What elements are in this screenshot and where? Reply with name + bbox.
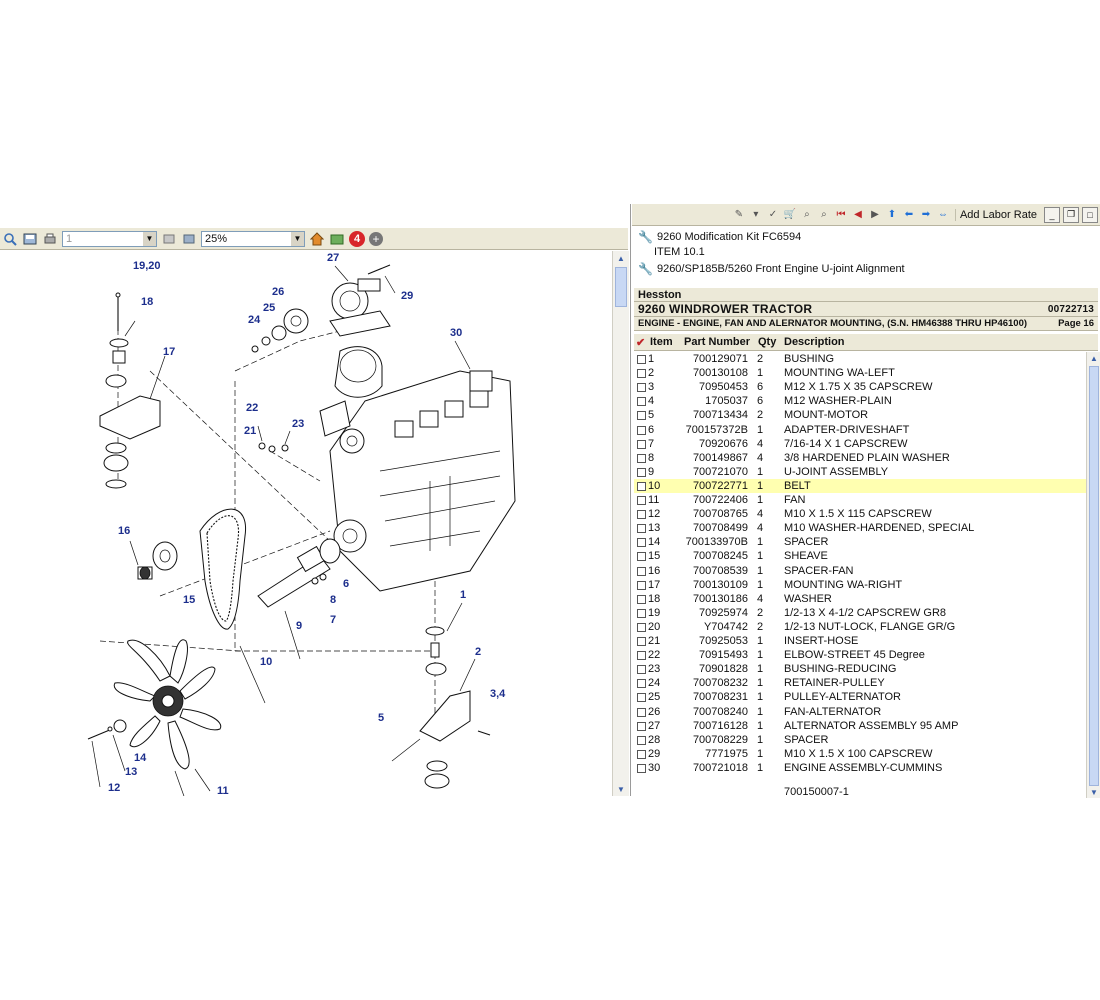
callout-26[interactable]: 26	[272, 286, 285, 298]
minimize-icon[interactable]: _	[1044, 207, 1060, 223]
callout-27[interactable]: 27	[327, 252, 340, 264]
cell-part-number: 700708499	[692, 522, 748, 535]
cell-qty: 1	[757, 536, 764, 549]
cell-qty: 1	[757, 719, 764, 732]
cell-description: M12 X 1.75 X 35 CAPSCREW	[784, 381, 933, 394]
row-checkbox[interactable]	[637, 369, 646, 378]
arrow-left-icon[interactable]: ⬅	[904, 209, 914, 220]
row-checkbox[interactable]	[637, 637, 646, 646]
cell-part-number: 700721070	[692, 465, 748, 478]
row-checkbox[interactable]	[637, 651, 646, 660]
cell-description: ENGINE ASSEMBLY-CUMMINS	[784, 761, 943, 774]
table-row[interactable]	[634, 451, 1086, 465]
add-icon[interactable]: +	[369, 232, 383, 246]
cell-item: 30	[648, 761, 661, 774]
cell-qty: 4	[757, 522, 764, 535]
cell-description: MOUNTING WA-RIGHT	[784, 578, 903, 591]
callout-23[interactable]: 23	[292, 418, 305, 430]
col-qty[interactable]: Qty	[758, 336, 777, 348]
cell-qty: 2	[757, 620, 764, 633]
callout-6[interactable]: 6	[343, 578, 350, 590]
row-checkbox[interactable]	[637, 397, 646, 406]
zoom-icon[interactable]	[2, 231, 18, 247]
engine-block	[320, 347, 515, 591]
cell-item: 9	[648, 465, 655, 478]
print-image-icon[interactable]	[42, 231, 58, 247]
table-row[interactable]	[634, 747, 1086, 761]
fittings	[259, 443, 288, 452]
cell-part-number: 700149867	[692, 451, 748, 464]
table-row[interactable]	[634, 394, 1086, 408]
cell-qty: 1	[757, 423, 764, 436]
cell-item: 23	[648, 663, 661, 676]
callout-29[interactable]: 29	[401, 290, 414, 302]
page-selector[interactable]	[62, 231, 157, 247]
cell-part-number: 700130186	[692, 592, 748, 605]
cell-item: 28	[648, 733, 661, 746]
row-checkbox[interactable]	[637, 482, 646, 491]
cell-part-number: 700722771	[692, 479, 748, 492]
cell-description: ELBOW-STREET 45 Degree	[784, 649, 925, 662]
row-checkbox[interactable]	[637, 468, 646, 477]
table-row[interactable]	[634, 620, 1086, 634]
scroll-down-icon[interactable]: ▼	[617, 784, 625, 794]
row-checkbox[interactable]	[637, 581, 646, 590]
callout-9[interactable]: 9	[296, 620, 303, 632]
cell-qty: 4	[757, 437, 764, 450]
cell-item: 10	[648, 479, 661, 492]
row-checkbox[interactable]	[637, 440, 646, 449]
cell-qty: 1	[757, 550, 764, 563]
cell-description: MOUNT-MOTOR	[784, 409, 869, 422]
cell-item: 11	[648, 494, 660, 506]
table-row[interactable]	[634, 408, 1086, 422]
cell-part-number: 700708231	[692, 691, 748, 704]
callout-25[interactable]: 25	[263, 302, 276, 314]
row-checkbox[interactable]	[637, 665, 646, 674]
cell-item: 15	[648, 550, 661, 563]
cell-part-number: 70920676	[699, 437, 748, 450]
parts-table	[634, 352, 1086, 798]
callout-14[interactable]: 14	[134, 752, 147, 764]
cell-part-number: 700708765	[692, 508, 748, 521]
cell-item: 1	[648, 353, 655, 365]
table-row[interactable]	[634, 733, 1086, 747]
row-checkbox[interactable]	[637, 426, 646, 435]
col-item[interactable]: Item	[650, 336, 673, 348]
maximize-icon[interactable]: □	[1082, 207, 1098, 223]
zoom-value: 25%	[205, 232, 228, 245]
cart-icon[interactable]: 🛒	[783, 209, 797, 220]
zoom-selector[interactable]	[201, 231, 305, 247]
modification-item[interactable]: ITEM 10.1	[654, 246, 705, 258]
cell-qty: 1	[757, 649, 764, 662]
notes-icon[interactable]: ✎	[734, 209, 744, 220]
cell-part-number: 700708539	[692, 564, 748, 577]
cell-item: 20	[648, 620, 661, 633]
add-labor-rate-button[interactable]: Add Labor Rate	[955, 209, 1041, 221]
cell-part-number: 700722406	[692, 494, 748, 506]
cell-item: 17	[648, 578, 661, 591]
brand-name: Hesston	[638, 288, 682, 301]
row-checkbox[interactable]	[637, 679, 646, 688]
row-checkbox[interactable]	[637, 736, 646, 745]
cell-description: BUSHING-REDUCING	[784, 663, 897, 676]
cell-item: 8	[648, 451, 655, 464]
row-checkbox[interactable]	[637, 623, 646, 632]
cell-item: 24	[648, 677, 661, 690]
cell-description: M12 WASHER-PLAIN	[784, 395, 892, 408]
arrow-right-icon[interactable]: ➡	[921, 209, 931, 220]
callout-2[interactable]: 2	[475, 646, 482, 658]
callout-7[interactable]: 7	[330, 614, 337, 626]
row-checkbox[interactable]	[637, 708, 646, 717]
row-checkbox[interactable]	[637, 355, 646, 364]
scroll-up-icon[interactable]: ▲	[617, 253, 625, 263]
modification-item[interactable]: 🔧 9260 Modification Kit FC6594	[638, 230, 802, 244]
cell-item: 13	[648, 522, 661, 535]
cell-qty: 1	[757, 367, 764, 380]
column-headers	[634, 334, 1098, 351]
callout-5[interactable]: 5	[378, 712, 385, 724]
cell-item: 5	[648, 409, 655, 422]
previous-page-icon[interactable]: ◀	[854, 209, 862, 220]
u-joint	[258, 539, 340, 607]
home-view-icon[interactable]	[309, 231, 325, 247]
cell-part-number: 70901828	[699, 663, 748, 676]
callout-18[interactable]: 18	[141, 296, 154, 308]
cell-part-number: 700708229	[692, 733, 748, 746]
row-checkbox[interactable]	[637, 510, 646, 519]
cell-item: 12	[648, 508, 661, 521]
callout-21[interactable]: 21	[244, 425, 257, 437]
table-row[interactable]	[634, 437, 1086, 451]
callout-1[interactable]: 1	[460, 589, 467, 601]
cell-qty: 6	[757, 381, 764, 394]
col-description[interactable]: Description	[784, 336, 845, 348]
cell-qty: 2	[757, 353, 764, 365]
scroll-thumb[interactable]	[1089, 366, 1099, 786]
row-checkbox[interactable]	[637, 567, 646, 576]
cell-part-number: 7771975	[705, 747, 748, 760]
table-row-partial	[634, 781, 1086, 798]
scroll-up-icon[interactable]: ▲	[1090, 353, 1098, 363]
table-row[interactable]	[634, 606, 1086, 620]
cell-qty: 1	[757, 564, 764, 577]
cell-qty: 1	[757, 691, 764, 704]
exploded-diagram[interactable]	[0, 251, 612, 796]
model-code: 00722713	[1047, 303, 1094, 315]
wrench-icon: 🔧	[638, 262, 653, 276]
cell-qty: 4	[757, 451, 764, 464]
modifications-list	[632, 228, 1100, 284]
arrow-up-icon[interactable]: ⬆	[887, 209, 897, 220]
row-checkbox[interactable]	[637, 454, 646, 463]
cell-description: RETAINER-PULLEY	[784, 677, 885, 690]
cell-qty: 1	[757, 677, 764, 690]
table-row[interactable]	[634, 761, 1086, 775]
chevron-down-icon[interactable]: ▾	[753, 209, 759, 220]
cell-item: 18	[648, 592, 661, 605]
cell-description: 1/2-13 X 4-1/2 CAPSCREW GR8	[784, 606, 947, 619]
callout-19-20[interactable]: 19,20	[133, 260, 161, 272]
cell-description: 3/8 HARDENED PLAIN WASHER	[784, 451, 950, 464]
parts-catalog-app	[0, 204, 1100, 798]
cell-qty: 1	[757, 663, 764, 676]
table-row[interactable]	[634, 549, 1086, 563]
cell-description: 7/16-14 X 1 CAPSCREW	[784, 437, 908, 450]
row-checkbox[interactable]	[637, 750, 646, 759]
cell-description: U-JOINT ASSEMBLY	[784, 465, 889, 478]
cell-description: MOUNTING WA-LEFT	[784, 367, 895, 380]
callout-30[interactable]: 30	[450, 327, 463, 339]
notification-badge[interactable]: 4	[349, 231, 365, 247]
cell-part-number: Y704742	[703, 620, 748, 633]
cell-part-number: 700157372B	[685, 423, 748, 436]
row-checkbox[interactable]	[637, 609, 646, 618]
callout-12[interactable]: 12	[108, 782, 121, 794]
cell-description: ADAPTER-DRIVESHAFT	[784, 423, 910, 436]
cell-item: 19	[648, 606, 661, 619]
brand-row	[634, 288, 1098, 302]
cell-qty: 1	[757, 705, 764, 718]
callout-17[interactable]: 17	[163, 346, 176, 358]
cell-description: SPACER	[784, 536, 829, 549]
callout-16[interactable]: 16	[118, 525, 131, 537]
cell-part-number: 700130108	[692, 367, 748, 380]
cell-qty: 2	[757, 606, 764, 619]
cell-qty: 6	[757, 395, 764, 408]
callout-3-4[interactable]: 3,4	[490, 688, 506, 700]
chevron-down-icon[interactable]: ▼	[143, 232, 156, 246]
cell-description: 1/2-13 NUT-LOCK, FLANGE GR/G	[784, 620, 956, 633]
parts-panel	[632, 204, 1100, 798]
belt	[200, 509, 246, 629]
cell-description: FAN-ALTERNATOR	[784, 705, 882, 718]
select-all-icon[interactable]: ✔	[636, 337, 646, 349]
right-mount-stack	[100, 293, 160, 488]
callout-13[interactable]: 13	[125, 766, 138, 778]
page-number: Page 16	[1058, 318, 1094, 329]
cell-part-number: 1705037	[705, 395, 748, 408]
table-row[interactable]	[634, 676, 1086, 690]
cell-part-number: 70925974	[699, 606, 748, 619]
illustration-viewer	[0, 204, 631, 796]
table-row[interactable]	[634, 535, 1086, 549]
row-checkbox[interactable]	[637, 411, 646, 420]
cell-description: M10 X 1.5 X 100 CAPSCREW	[784, 747, 933, 760]
cell-part-number: 70915493	[699, 649, 748, 662]
section-title: ENGINE - ENGINE, FAN AND ALERNATOR MOUNTING, (S.N. HM46388 THRU HP46100)	[638, 318, 1028, 329]
callout-15[interactable]: 15	[183, 594, 196, 606]
check-icon[interactable]: ✓	[768, 209, 778, 220]
cell-item: 6	[648, 423, 655, 436]
find-next-icon[interactable]: ⌕	[821, 209, 827, 220]
fan	[88, 640, 221, 769]
cell-qty: 2	[757, 409, 764, 422]
diagram-scrollbar[interactable]	[612, 251, 629, 796]
table-row[interactable]	[634, 634, 1086, 648]
cell-part-number: 700708232	[692, 677, 748, 690]
row-checkbox[interactable]	[637, 524, 646, 533]
row-checkbox[interactable]	[637, 538, 646, 547]
cell-item: 4	[648, 395, 655, 408]
row-checkbox[interactable]	[637, 595, 646, 604]
row-checkbox[interactable]	[637, 722, 646, 731]
parts-scrollbar[interactable]	[1086, 352, 1100, 798]
cell-part-number: 70950453	[699, 381, 748, 394]
sheave-spacer	[138, 542, 177, 579]
table-row[interactable]	[634, 380, 1086, 394]
cell-description: SPACER	[784, 733, 829, 746]
table-row[interactable]	[634, 719, 1086, 733]
table-row[interactable]	[634, 465, 1086, 479]
model-row	[634, 302, 1098, 317]
cell-qty: 1	[757, 465, 764, 478]
page-value: 1	[66, 232, 73, 245]
row-checkbox[interactable]	[637, 552, 646, 561]
row-checkbox[interactable]	[637, 383, 646, 392]
table-row[interactable]	[634, 507, 1086, 521]
cell-description: SPACER-FAN	[784, 564, 854, 577]
callout-24[interactable]: 24	[248, 314, 261, 326]
row-checkbox[interactable]	[637, 693, 646, 702]
cell-part-number: 700716128	[692, 719, 748, 732]
next-image-icon[interactable]	[181, 231, 197, 247]
next-page-icon[interactable]: ▶	[871, 209, 879, 220]
callout-10[interactable]: 10	[260, 656, 273, 668]
cell-part-number: 700129071	[692, 353, 748, 365]
cell-description: ALTERNATOR ASSEMBLY 95 AMP	[784, 719, 959, 732]
cell-item: 3	[648, 381, 655, 394]
col-part-number[interactable]: Part Number	[684, 336, 751, 348]
cell-item: 2	[648, 367, 655, 380]
restore-icon[interactable]: ❐	[1063, 207, 1079, 223]
cell-item: 29	[648, 747, 661, 760]
viewer-toolbar	[0, 228, 628, 250]
cell-part-number: 700708245	[692, 550, 748, 563]
cell-description: INSERT-HOSE	[784, 635, 859, 647]
cell-description: 700150007-1	[784, 786, 849, 798]
cell-qty: 4	[757, 508, 764, 521]
cell-item: 26	[648, 705, 661, 718]
cell-qty: 4	[757, 592, 764, 605]
cell-description: SHEAVE	[784, 550, 828, 563]
table-row[interactable]	[634, 366, 1086, 380]
table-row[interactable]	[634, 662, 1086, 676]
chevron-down-icon[interactable]: ▼	[291, 232, 304, 246]
scroll-down-icon[interactable]: ▼	[1090, 787, 1098, 797]
row-checkbox[interactable]	[637, 496, 646, 505]
cell-description: FAN	[784, 494, 806, 506]
save-image-icon[interactable]	[22, 231, 38, 247]
model-title: 9260 WINDROWER TRACTOR	[638, 302, 813, 316]
cell-part-number: 700713434	[692, 409, 748, 422]
cell-qty: 1	[757, 635, 764, 647]
cell-part-number: 700708240	[692, 705, 748, 718]
cell-description: PULLEY-ALTERNATOR	[784, 691, 901, 704]
previous-image-icon[interactable]	[161, 231, 177, 247]
cell-qty: 1	[757, 578, 764, 591]
table-row[interactable]	[634, 705, 1086, 719]
modification-item[interactable]: 🔧 9260/SP185B/5260 Front Engine U-joint Alignment	[638, 262, 905, 276]
cell-item: 21	[648, 635, 661, 647]
cell-qty: 1	[757, 479, 764, 492]
wrench-icon: 🔧	[638, 230, 653, 244]
cell-part-number: 70925053	[699, 635, 748, 647]
cell-qty: 1	[757, 494, 764, 506]
cell-qty: 1	[757, 747, 764, 760]
callout-11[interactable]: 11	[217, 785, 229, 796]
table-row[interactable]	[634, 479, 1086, 493]
cell-item: 14	[648, 536, 661, 549]
cell-item: 27	[648, 719, 661, 732]
cell-description: M10 X 1.5 X 115 CAPSCREW	[784, 508, 932, 521]
table-row[interactable]	[634, 648, 1086, 662]
cell-item: 16	[648, 564, 661, 577]
cell-qty: 1	[757, 761, 764, 774]
section-row	[634, 317, 1098, 331]
binoculars-icon[interactable]: ⌕	[804, 209, 810, 220]
row-checkbox[interactable]	[637, 764, 646, 773]
cell-part-number: 700721018	[692, 761, 748, 774]
table-row[interactable]	[634, 521, 1086, 535]
cell-qty: 1	[757, 733, 764, 746]
table-row[interactable]	[634, 690, 1086, 704]
cell-description: WASHER	[784, 592, 832, 605]
table-row[interactable]	[634, 493, 1086, 507]
cell-item: 7	[648, 437, 655, 450]
table-row[interactable]	[634, 564, 1086, 578]
table-row[interactable]	[634, 592, 1086, 606]
cell-part-number: 700130109	[692, 578, 748, 591]
parts-toolbar	[632, 204, 1100, 226]
first-page-icon[interactable]: ⏮	[836, 209, 846, 220]
table-row[interactable]	[634, 578, 1086, 592]
cell-description: BUSHING	[784, 353, 835, 365]
cell-part-number: 700133970B	[685, 536, 748, 549]
cell-item: 25	[648, 691, 661, 704]
arrows-lr-icon[interactable]: ⇔	[937, 209, 948, 220]
table-row[interactable]	[634, 423, 1086, 437]
cell-item: 22	[648, 649, 661, 662]
refresh-icon[interactable]	[329, 231, 345, 247]
cell-description: BELT	[784, 479, 811, 492]
callout-22[interactable]: 22	[246, 402, 259, 414]
table-row[interactable]	[634, 352, 1086, 366]
scroll-thumb[interactable]	[615, 267, 627, 307]
cell-description: M10 WASHER-HARDENED, SPECIAL	[784, 522, 975, 535]
callout-8[interactable]: 8	[330, 594, 337, 606]
